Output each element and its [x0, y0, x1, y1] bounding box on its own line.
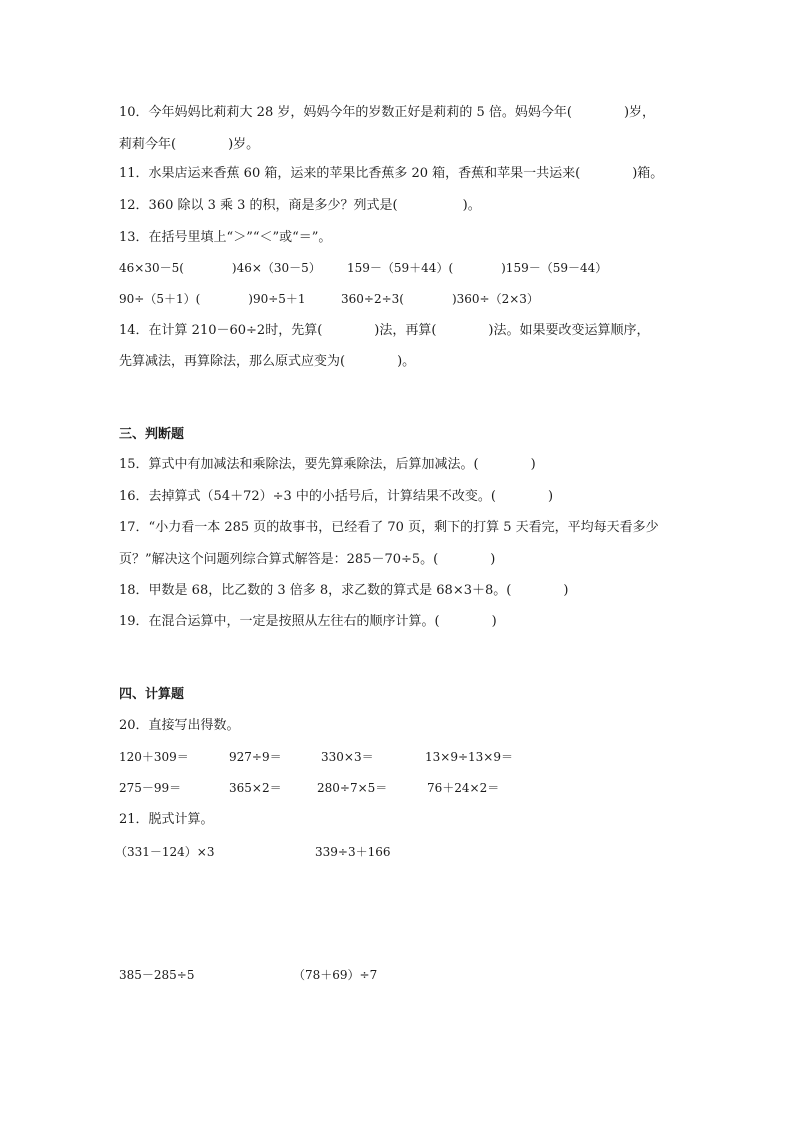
- oral-calc-item: 280÷7×5＝: [317, 781, 388, 795]
- section-title-calc: 四、计算题: [119, 687, 185, 702]
- question-15: 15．算式中有加减法和乘除法，要先算乘除法，后算加减法。( ): [119, 457, 536, 472]
- question-18: 18．甲数是 68，比乙数的 3 倍多 8，求乙数的算式是 68×3＋8。( ): [119, 583, 569, 598]
- question-21: 21．脱式计算。: [119, 812, 214, 827]
- question-11: 11．水果店运来香蕉 60 箱，运来的苹果比香蕉多 20 箱，香蕉和苹果一共运来( )箱。: [119, 166, 664, 181]
- oral-calc-item: 13×9÷13×9＝: [425, 750, 513, 764]
- compare-item-3: 90÷（5＋1）( )90÷5＋1: [119, 292, 306, 306]
- question-14-line2: 先算减法，再算除法，那么原式应变为( )。: [119, 354, 416, 369]
- compare-item-2: 159－（59＋44）( )159－（59－44）: [347, 261, 608, 275]
- question-13: 13．在括号里填上“＞”“＜”或“＝”。: [119, 230, 332, 245]
- section-title-judge: 三、判断题: [119, 427, 185, 442]
- question-17-line2: 页？”解决这个问题列综合算式解答是：285－70÷5。( ): [119, 552, 496, 567]
- question-20: 20．直接写出得数。: [119, 718, 240, 733]
- oral-calc-item: 365×2＝: [229, 781, 282, 795]
- question-19: 19．在混合运算中，一定是按照从左往右的顺序计算。( ): [119, 614, 497, 629]
- oral-calc-item: 927÷9＝: [229, 750, 282, 764]
- stepwise-problem-3: 385－285÷5: [119, 968, 195, 982]
- question-14-line1: 14．在计算 210－60÷2时，先算( )法，再算( )法。如果要改变运算顺序，: [119, 323, 650, 338]
- stepwise-problem-2: 339÷3＋166: [315, 845, 391, 859]
- question-10-line2: 莉莉今年( )岁。: [119, 137, 260, 152]
- oral-calc-item: 330×3＝: [321, 750, 374, 764]
- oral-calc-item: 275－99＝: [119, 781, 182, 795]
- question-16: 16．去掉算式（54＋72）÷3 中的小括号后，计算结果不改变。( ): [119, 489, 554, 504]
- stepwise-problem-4: （78＋69）÷7: [293, 968, 378, 982]
- question-17-line1: 17．“小力看一本 285 页的故事书，已经看了 70 页，剩下的打算 5 天看完，平均每天看多少: [119, 520, 659, 535]
- stepwise-problem-1: （331－124）×3: [115, 845, 215, 859]
- compare-item-1: 46×30－5( )46×（30－5）: [119, 261, 321, 275]
- compare-item-4: 360÷2÷3( )360÷（2×3）: [341, 292, 539, 306]
- oral-calc-item: 76＋24×2＝: [427, 781, 500, 795]
- oral-calc-item: 120＋309＝: [119, 750, 189, 764]
- question-12: 12．360 除以 3 乘 3 的积，商是多少？列式是( )。: [119, 198, 481, 213]
- question-10-line1: 10．今年妈妈比莉莉大 28 岁，妈妈今年的岁数正好是莉莉的 5 倍。妈妈今年( )岁，: [119, 105, 656, 120]
